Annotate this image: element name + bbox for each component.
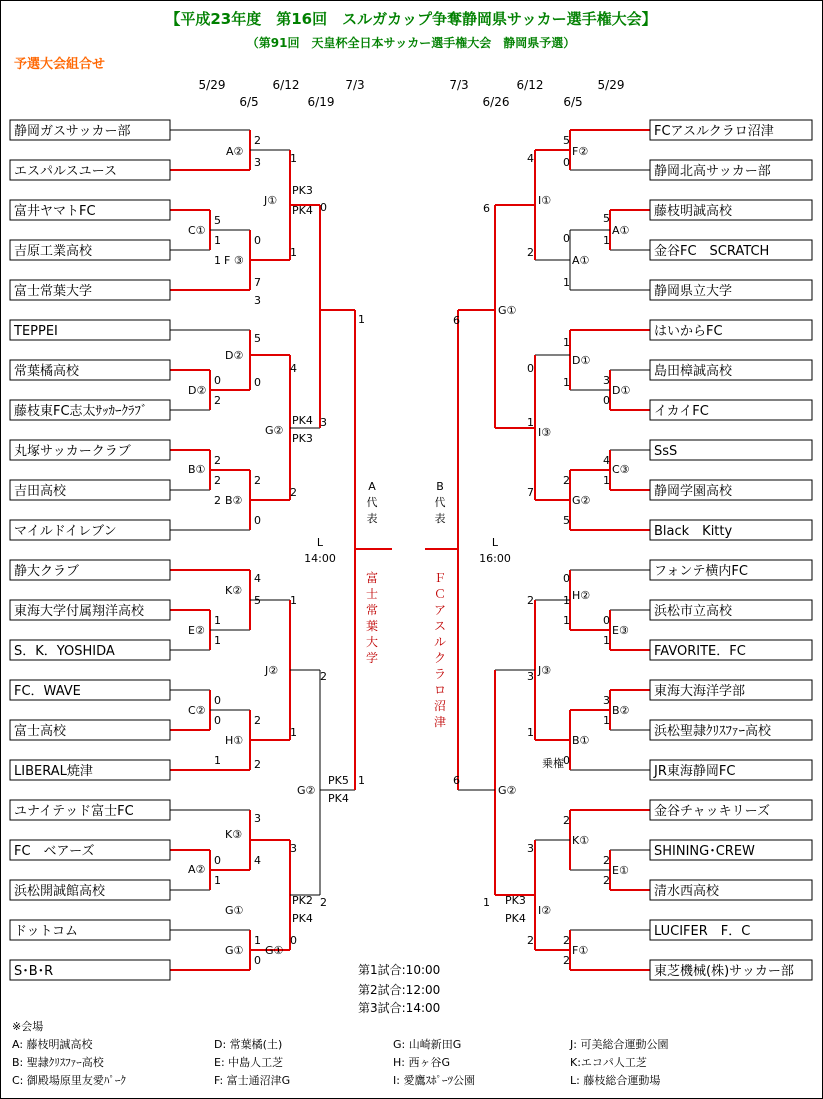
score-left: 2 (254, 134, 261, 147)
venue-entry: C: 御殿場原里友愛ﾊﾟｰｸ (12, 1074, 126, 1087)
score-left: 0 (320, 201, 327, 214)
score-left: 2 (320, 670, 327, 683)
date-right-r2-2: 6/5 (563, 95, 583, 109)
schedule-1: 第1試合:10:00 (358, 963, 441, 977)
venue-label-left: E② (188, 624, 205, 637)
venue-label-left: G② (297, 784, 316, 797)
venue-label-left: B① (188, 463, 206, 476)
score-left: 1 (290, 246, 297, 259)
a-rep-char: 表 (366, 512, 378, 525)
venue-label-right: I② (538, 904, 552, 917)
right-winner-char: 津 (433, 715, 447, 729)
venue-label-left: A② (226, 145, 244, 158)
score-left: 0 (214, 374, 221, 387)
date-left-r1-1: 5/29 (198, 78, 226, 92)
venue-label-right: H② (572, 589, 591, 602)
left-team-name: FC ベアーズ (14, 844, 95, 859)
right-team-name: 金谷チャッキリーズ (654, 804, 770, 819)
left-winner-char: 富 (365, 571, 379, 585)
score-left: 1 (214, 614, 221, 627)
score-right: 6 (453, 774, 460, 787)
section-label: 予選大会組合せ (14, 57, 106, 72)
venue-label-left: G① (225, 944, 244, 957)
right-team-name: JR東海静岡FC (654, 764, 736, 779)
score-right: 1 (603, 234, 610, 247)
left-team-name: S．K．YOSHIDA (14, 644, 115, 659)
left-team-name: FC．WAVE (14, 684, 81, 699)
score-left: 1 (214, 874, 221, 887)
venue-label-left: A② (188, 863, 206, 876)
venue-label-left: K③ (225, 828, 243, 841)
score-left: 2 (214, 454, 221, 467)
venue-entry: F: 富士通沼津G (214, 1074, 291, 1087)
left-team-name: 静大クラブ (14, 564, 80, 579)
right-team-name: SsS (654, 444, 678, 459)
venue-label-left: H① (225, 734, 244, 747)
pk-label-left: PK4 (328, 792, 349, 805)
score-left: 0 (254, 234, 261, 247)
score-left: 1 (214, 234, 221, 247)
venue-label-left: G② (265, 424, 284, 437)
pk-label-left: PK2 (292, 894, 313, 907)
left-team-name: 富士常葉大学 (14, 284, 93, 299)
score-right: 6 (453, 314, 460, 327)
right-winner-char: ク (433, 651, 447, 665)
right-team-name: 静岡県立大学 (654, 284, 733, 299)
score-right: 3 (527, 842, 534, 855)
score-right: 2 (563, 934, 570, 947)
venue-label-right: J③ (538, 664, 552, 677)
right-team-name: SHINING･CREW (654, 844, 755, 859)
score-right: 2 (527, 246, 534, 259)
right-team-name: 静岡北高サッカー部 (654, 164, 771, 179)
venue-entry: A: 藤枝明誠高校 (12, 1038, 93, 1051)
a-rep-char: 代 (366, 496, 378, 509)
left-winner-char: 士 (365, 587, 379, 601)
right-team-name: 浜松聖隷ｸﾘｽﾌｧｰ高校 (654, 724, 772, 739)
score-left: 3 (254, 812, 261, 825)
right-winner-char: ラ (433, 667, 447, 681)
score-left: 1 (290, 152, 297, 165)
schedule-2: 第2試合:12:00 (358, 983, 441, 997)
venue-label-right: E③ (612, 624, 629, 637)
score-right: 0 (563, 572, 570, 585)
venue-label-left: G① (265, 944, 284, 957)
score-left: 0 (214, 694, 221, 707)
left-winner-char: 大 (365, 635, 379, 649)
right-winner-char: ス (433, 619, 447, 633)
left-team-name: 藤枝東FC志太ｻｯｶｰｸﾗﾌﾞ (14, 404, 148, 419)
right-winner-char: 沼 (433, 699, 447, 713)
left-winner-char: 学 (365, 651, 379, 665)
score-left: 3 (254, 294, 261, 307)
score-right: 0 (563, 156, 570, 169)
right-team-name: LUCIFER F．C (654, 924, 751, 939)
score-left: 1 (254, 934, 261, 947)
pk-label-left: PK3 (292, 184, 313, 197)
right-winner-char: ア (433, 603, 447, 617)
score-right: 0 (527, 362, 534, 375)
venue-entry: E: 中島人工芝 (214, 1056, 284, 1069)
venue-label-right: G② (572, 494, 591, 507)
right-team-name: フォンテ横内FC (654, 564, 748, 579)
score-right: 5 (563, 134, 570, 147)
right-team-name: 藤枝明誠高校 (654, 204, 733, 219)
venue-label-right: I① (538, 194, 552, 207)
right-team-name: Black Kitty (654, 524, 733, 539)
score-right: 0 (563, 232, 570, 245)
date-left-r1-2: 6/12 (272, 78, 300, 92)
date-right-r1-1: 7/3 (449, 78, 469, 92)
left-team-name: 富井ヤマトFC (14, 204, 96, 219)
score-left: 0 (214, 854, 221, 867)
venue-entry: I: 愛鷹ｽﾎﾟｰﾂ公園 (393, 1074, 475, 1087)
venue-label-right: B① (572, 734, 590, 747)
venue-label-left: D② (188, 384, 207, 397)
score-left: 1 (214, 634, 221, 647)
right-winner-vertical (434, 480, 446, 729)
score-left: 4 (254, 854, 261, 867)
left-winner-char: 葉 (365, 619, 379, 633)
date-right-r1-2: 6/12 (516, 78, 544, 92)
left-team-name: マイルドイレブン (14, 524, 117, 539)
venue-label-right: A① (612, 224, 630, 237)
left-team-name: 静岡ガスサッカー部 (14, 124, 131, 139)
date-right-r2-1: 6/26 (482, 95, 510, 109)
venue-label-left: J② (265, 664, 279, 677)
pk-label-left: PK4 (292, 912, 313, 925)
venue-entry: J: 可美総合運動公園 (570, 1038, 669, 1051)
score-right: 2 (527, 934, 534, 947)
page-title: 【平成23年度 第16回 スルガカップ争奪静岡県サッカー選手権大会】 (165, 10, 657, 28)
venue-entry: H: 西ヶ谷G (393, 1056, 450, 1069)
b-rep-char: 代 (434, 496, 446, 509)
left-winner-vertical (366, 480, 378, 665)
pk-label-left: PK3 (292, 432, 313, 445)
right-team-name: FCアスルクラロ沼津 (654, 124, 774, 139)
venue-list (12, 1037, 668, 1087)
score-left: 3 (320, 416, 327, 429)
final-left-time: 14:00 (304, 552, 336, 565)
venue-label-left: C① (188, 224, 206, 237)
venue-entry: K:エコパ人工芝 (570, 1056, 647, 1069)
left-team-name: TEPPEI (14, 324, 58, 339)
right-team-name: 浜松市立高校 (654, 604, 733, 619)
score-left: 1 (214, 754, 221, 767)
score-left: 2 (254, 758, 261, 771)
venue-entry: D: 常葉橘(土) (214, 1038, 283, 1051)
venue-label-right: D① (612, 384, 631, 397)
venue-label-right: C③ (612, 463, 630, 476)
venue-label-right: G② (498, 784, 517, 797)
right-team-name: 清水西高校 (654, 884, 720, 899)
venue-label-right: F① (572, 944, 589, 957)
score-left: 0 (254, 954, 261, 967)
score-left: 2 (320, 896, 327, 909)
venue-label-left: J① (264, 194, 278, 207)
pk-label-left: PK4 (292, 204, 313, 217)
left-team-name: 丸塚サッカークラブ (14, 444, 131, 459)
score-right: 0 (603, 394, 610, 407)
right-winner-char: ロ (433, 683, 447, 697)
left-team-name: S･B･R (14, 964, 54, 979)
score-left: 1 (214, 254, 221, 267)
score-left: 3 (290, 842, 297, 855)
score-left: 3 (254, 156, 261, 169)
venue-entry: L: 藤枝総合運動場 (570, 1074, 661, 1087)
score-right: 2 (563, 814, 570, 827)
score-left: 1 (290, 594, 297, 607)
score-left: 7 (254, 276, 261, 289)
venue-label-left: C② (188, 704, 206, 717)
date-right-r1-3: 5/29 (597, 78, 625, 92)
venue-note-title: ※会場 (12, 1020, 44, 1033)
score-right: 2 (563, 474, 570, 487)
score-right: 3 (603, 694, 610, 707)
venue-label-right: D① (572, 354, 591, 367)
team-list (10, 120, 812, 980)
score-left: 1 (358, 774, 365, 787)
venue-label-right: K① (572, 834, 590, 847)
date-left-r2-2: 6/19 (307, 95, 335, 109)
venue-label-left: G① (225, 904, 244, 917)
score-right: 1 (563, 276, 570, 289)
score-right: 1 (603, 714, 610, 727)
venue-label-right: A① (572, 254, 590, 267)
draw-note: 乗権 (542, 757, 564, 770)
left-team-name: 吉原工業高校 (14, 244, 93, 259)
score-right: 0 (563, 754, 570, 767)
left-team-name: エスパルスユース (14, 164, 117, 179)
score-right: 1 (603, 634, 610, 647)
venue-label-right: G① (498, 304, 517, 317)
score-left: 0 (290, 934, 297, 947)
score-right: 1 (563, 336, 570, 349)
score-right: 1 (563, 614, 570, 627)
right-team-name: イカイFC (654, 404, 709, 419)
right-team-name: 東海大海洋学部 (654, 684, 746, 699)
score-right: 1 (527, 416, 534, 429)
venue-label-right: E① (612, 864, 629, 877)
score-right: 1 (563, 594, 570, 607)
score-right: 2 (527, 594, 534, 607)
left-team-name: ドットコム (14, 924, 78, 939)
score-right: 1 (563, 376, 570, 389)
venue-label-right: F② (572, 145, 589, 158)
bracket-labels (188, 134, 630, 967)
pk-label-right: PK4 (505, 912, 526, 925)
schedule-3: 第3試合:14:00 (358, 1001, 441, 1015)
score-left: 2 (254, 474, 261, 487)
pk-label-left: PK5 (328, 774, 349, 787)
score-left: 2 (214, 474, 221, 487)
left-team-name: 富士高校 (14, 724, 67, 739)
score-right: 7 (527, 486, 534, 499)
right-team-name: 東芝機械(株)サッカー部 (654, 964, 794, 979)
date-left-r2-1: 6/5 (239, 95, 259, 109)
score-left: 2 (214, 394, 221, 407)
score-right: 4 (603, 454, 610, 467)
venue-label-left: K② (225, 584, 243, 597)
score-right: 3 (603, 374, 610, 387)
score-left: 1 (358, 313, 365, 326)
score-right: 6 (483, 202, 490, 215)
score-left: 5 (254, 332, 261, 345)
score-right: 5 (603, 212, 610, 225)
right-team-name: はいからFC (654, 324, 723, 339)
pk-label-right: PK3 (505, 894, 526, 907)
score-right: 2 (603, 874, 610, 887)
score-right: 1 (527, 726, 534, 739)
score-right: 1 (603, 474, 610, 487)
left-team-name: LIBERAL焼津 (14, 764, 93, 779)
venue-label-right: B② (612, 704, 630, 717)
right-winner-char: Ｃ (433, 587, 447, 601)
score-right: 4 (527, 152, 534, 165)
a-rep-char: A (368, 480, 376, 493)
score-right: 5 (563, 514, 570, 527)
score-left: 5 (214, 214, 221, 227)
left-team-name: 東海大学付属翔洋高校 (14, 604, 145, 619)
score-left: 2 (214, 494, 221, 507)
left-team-name: ユナイテッド富士FC (14, 804, 134, 819)
final-right-time: 16:00 (479, 552, 511, 565)
score-right: 3 (527, 670, 534, 683)
page-subtitle: （第91回 天皇杯全日本サッカー選手権大会 静岡県予選） (246, 36, 576, 50)
score-left: 4 (290, 362, 297, 375)
date-left-r1-3: 7/3 (345, 78, 365, 92)
venue-label-left: B② (225, 494, 243, 507)
left-team-name: 浜松開誠館高校 (14, 884, 106, 899)
score-left: 0 (214, 714, 221, 727)
right-team-name: 静岡学園高校 (654, 484, 733, 499)
left-winner-char: 常 (365, 603, 379, 617)
score-right: 0 (603, 614, 610, 627)
score-right: 2 (603, 854, 610, 867)
score-left: 5 (254, 594, 261, 607)
venue-entry: B: 聖隷ｸﾘｽﾌｧｰ高校 (12, 1056, 104, 1069)
right-winner-char: Ｆ (433, 571, 447, 585)
final-left-venue: L (316, 536, 324, 549)
venue-label-left: F ③ (224, 254, 244, 267)
right-team-name: 金谷FC SCRATCH (654, 244, 770, 259)
score-left: 0 (254, 514, 261, 527)
venue-label-right: I③ (538, 426, 552, 439)
score-right: 2 (563, 954, 570, 967)
right-winner-char: ル (433, 635, 447, 649)
venue-entry: G: 山崎新田G (393, 1038, 462, 1051)
b-rep-char: 表 (434, 512, 446, 525)
right-team-name: 島田樟誠高校 (654, 364, 733, 379)
left-team-name: 常葉橘高校 (14, 364, 80, 379)
score-left: 2 (254, 714, 261, 727)
score-right: 1 (483, 896, 490, 909)
score-left: 4 (254, 572, 261, 585)
final-right-venue: L (491, 536, 499, 549)
score-left: 1 (290, 726, 297, 739)
score-left: 2 (290, 486, 297, 499)
pk-label-left: PK4 (292, 414, 313, 427)
right-team-name: FAVORITE．FC (654, 644, 746, 659)
left-team-name: 吉田高校 (14, 484, 67, 499)
venue-label-left: D② (225, 349, 244, 362)
b-rep-char: B (436, 480, 444, 493)
score-left: 0 (254, 376, 261, 389)
